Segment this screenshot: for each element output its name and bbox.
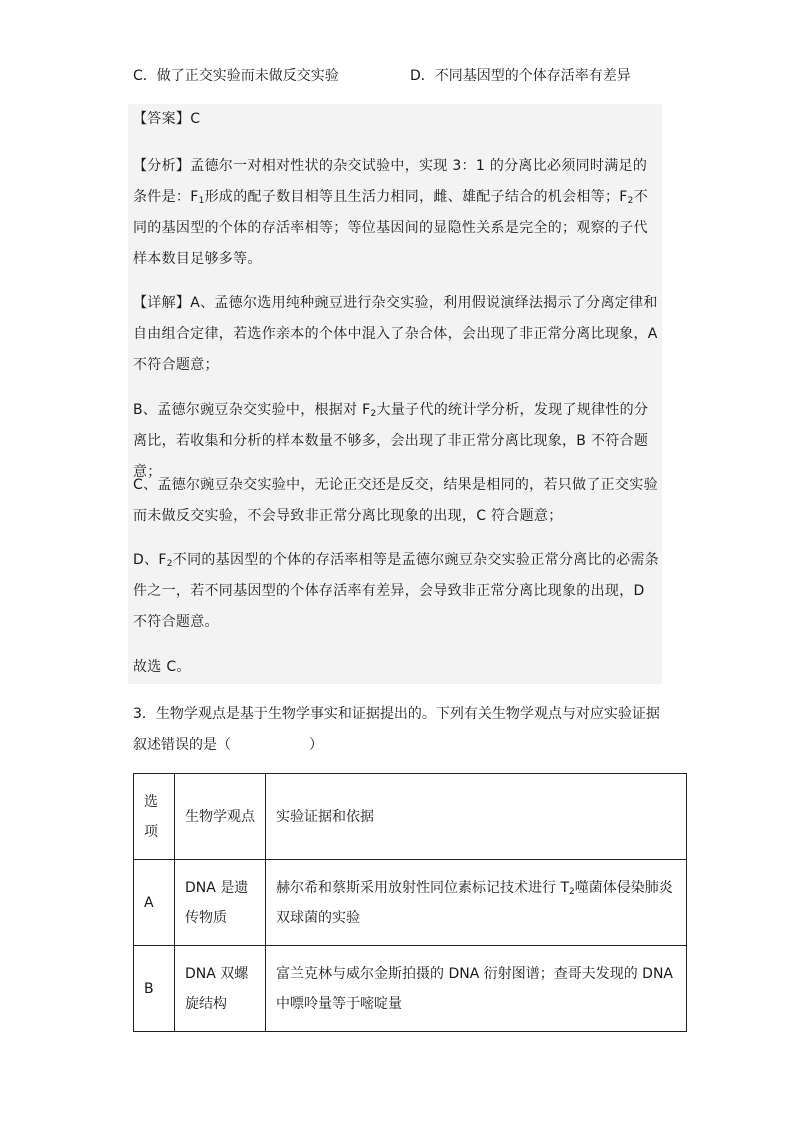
question-3-text: 3．生物学观点是基于生物学事实和证据提出的。下列有关生物学观点与对应实验证据叙述错误的是（ xyxy=(133,706,660,753)
detail-d-text-2: 不同的基因型的个体的存活率相等是孟德尔豌豆杂交实验正常分离比的必需条件之一，若不同基因型的个体存活率有差异，会导致非正常分离比现象的出现，D 不符合题意。 xyxy=(133,552,659,630)
detail-c-text: C、孟德尔豌豆杂交实验中，无论正交还是反交，结果是相同的，若只做了正交实验而未做反交实验，不会导致非正常分离比现象的出现，C 符合题意； xyxy=(133,477,658,524)
evidence-text-2: 噬菌体侵染肺炎双球菌的实验 xyxy=(276,879,673,926)
answer-value: C xyxy=(190,111,201,127)
analysis-sub-1: 1 xyxy=(198,196,205,206)
row-view: DNA 是遗传物质 xyxy=(175,860,266,946)
detail-paragraph-c xyxy=(133,470,661,532)
detail-b-sub: 2 xyxy=(370,409,377,419)
row-evidence xyxy=(266,946,687,1032)
detail-d-text-1: D、F xyxy=(133,552,167,568)
answer-line xyxy=(133,104,661,135)
analysis-paragraph xyxy=(133,151,661,275)
analysis-text-3: 不同的基因型的个体的存活率相等；等位基因间的显隐性关系是完全的；观察的子代样本数目足够多等。 xyxy=(133,189,648,267)
option-d: D．不同基因型的个体存活率有差异 xyxy=(410,68,631,84)
row-option: A xyxy=(134,860,175,946)
analysis-text-2: 形成的配子数目相等且生活力相同，雌、雄配子结合的机会相等；F xyxy=(204,189,628,205)
detail-b-text-1: B、孟德尔豌豆杂交实验中，根据对 F xyxy=(133,402,371,418)
row-view: DNA 双螺旋结构 xyxy=(175,946,266,1032)
detail-paragraph-d xyxy=(133,545,661,638)
table-row xyxy=(134,946,687,1032)
question-table xyxy=(133,773,687,1032)
detail-paragraph-a xyxy=(133,288,661,381)
header-option: 选项 xyxy=(134,774,175,860)
conclusion: 故选 C。 xyxy=(133,659,191,675)
answer-label: 【答案】 xyxy=(133,111,191,127)
detail-label: 【详解】 xyxy=(133,295,191,311)
options-row xyxy=(133,64,693,88)
evidence-text-1: 富兰克林与威尔金斯拍摄的 DNA 衍射图谱；查哥夫发现的 DNA 中嘌呤量等于嘧啶量 xyxy=(276,965,674,1012)
header-evidence: 实验证据和依据 xyxy=(266,774,687,860)
question-3 xyxy=(133,699,673,761)
row-evidence xyxy=(266,860,687,946)
detail-a-text: A、孟德尔选用纯种豌豆进行杂交实验，利用假说演绎法揭示了分离定律和自由组合定律，若选作亲本的个体中混入了杂合体，会出现了非正常分离比现象，A 不符合题意； xyxy=(133,295,658,373)
option-c: C．做了正交实验而未做反交实验 xyxy=(133,68,339,84)
header-view: 生物学观点 xyxy=(175,774,266,860)
detail-d-sub: 2 xyxy=(166,559,173,569)
evidence-text-1: 赫尔希和蔡斯采用放射性同位素标记技术进行 T xyxy=(276,879,570,896)
evidence-sub: 2 xyxy=(569,886,575,897)
analysis-text-1: 孟德尔一对相对性状的杂交试验中，实现 3：1 的分离比必须同时满足的条件是：F xyxy=(133,158,648,205)
row-option: B xyxy=(134,946,175,1032)
detail-b-text-2: 大量子代的统计学分析，发现了规律性的分离比，若收集和分析的样本数量不够多，会出现了非正常分离比现象，B 不符合题意； xyxy=(133,402,649,480)
table-row xyxy=(134,860,687,946)
table-header-row xyxy=(134,774,687,860)
analysis-label: 【分析】 xyxy=(133,158,191,174)
question-3-close: ） xyxy=(309,737,323,753)
analysis-sub-2: 2 xyxy=(627,196,634,206)
